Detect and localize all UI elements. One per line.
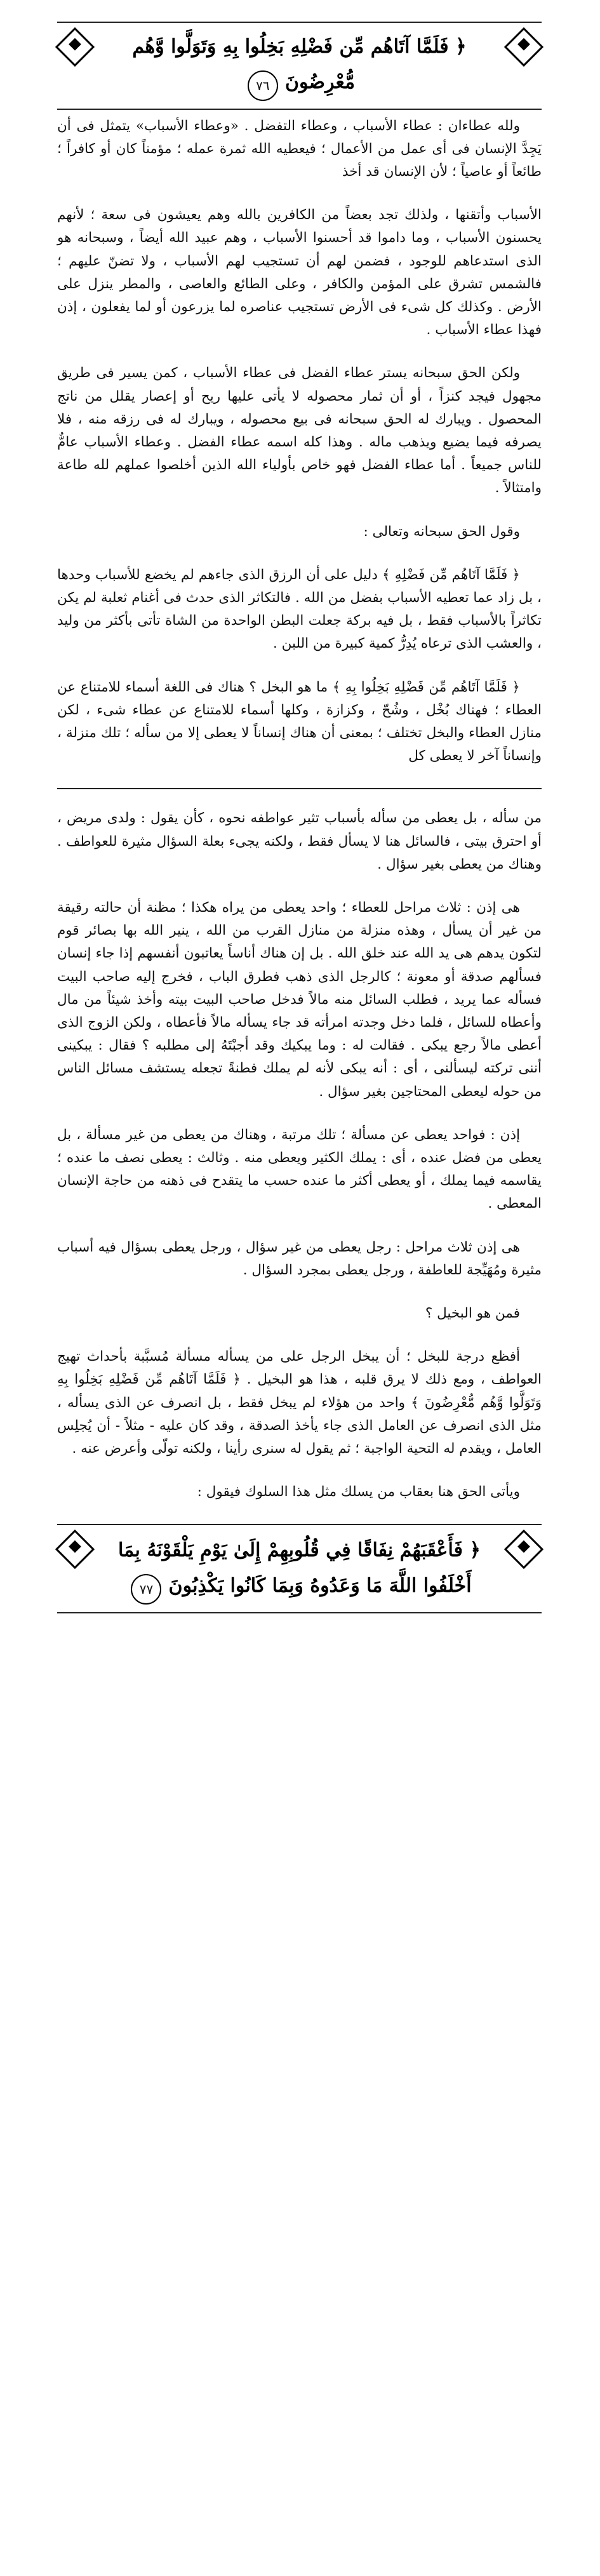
paragraph: ﴿ فَلَمَّا آتَاهُم مِّن فَضْلِهِ ﴾ دليل على أن الرزق الذى جاءهم لم يخضع للأسباب وحدها ، بل زاد عما تعطيه الأسباب بفضل من الله . فالتكاثر الذى حدث فى أغنام ثعلبة لم يكن تكاثراً بالأسباب فقط ، بل فيه بركة جعلت البطن الواحدة من الشاة تأتى بأكثر من وليد ، والعشب الذى ترعاه يُدِرُّ كمية كبيرة من اللبن . bbox=[57, 566, 542, 652]
paragraph: من سأله ، بل يعطى من سأله بأسباب تثير عواطفه نحوه ، كأن يقول : ولدى مريض ، أو احترق بيتى ، فالسائل هنا لا يسأل فقط ، ولكنه يجىء بعلة السؤال مثيرة للعواطف . وهناك من يعطى بغير سؤال . bbox=[57, 810, 542, 872]
ornament-icon bbox=[504, 27, 543, 67]
ayah-number-badge: ٧٦ bbox=[248, 70, 278, 101]
ornament-icon bbox=[55, 27, 95, 67]
paragraph: هى إذن ثلاث مراحل : رجل يعطى من غير سؤال ، ورجل يعطى بسؤال فيه أسباب مثيرة ومُهَيِّجة للعاطفة ، ورجل يعطى بمجرد السؤال . bbox=[57, 1239, 542, 1278]
paragraph: إذن : فواحد يعطى عن مسألة ؛ تلك مرتبة ، وهناك من يعطى من غير مسألة ، بل يعطى من فضل عنده ، أى : يملك الكثير ويعطى منه . وثالث : يعطى نصف ما عنده ؛ يقاسمه فيما يملك ، أو يعطى أكثر ما عنده حسب ما يتقدح فى ذهنه من حاجة الإنسان المعطى . bbox=[57, 1126, 542, 1212]
footer-verse-banner bbox=[57, 1524, 542, 1613]
ornament-icon bbox=[504, 1530, 543, 1569]
paragraph: ولله عطاءان : عطاء الأسباب ، وعطاء التفضل . «وعطاء الأسباب» يتمثل فى أن يَجِدَّ الإنسان فى أى عمل من الأعمال ؛ فيعطيه الله ثمرة عمله ؛ مؤمناً كان أو كافراً ؛ طائعاً أو عاصياً ؛ لأن الإنسان قد أخذ bbox=[57, 117, 542, 180]
footer-verse-text: ﴿ فَأَعْقَبَهُمْ نِفَاقًا فِي قُلُوبِهِمْ إِلَىٰ يَوْمِ يَلْقَوْنَهُ بِمَا أَخْلَفُوا اللَّهَ مَا وَعَدُوهُ وَبِمَا كَانُوا يَكْذِبُونَ bbox=[117, 1539, 481, 1598]
ornament-icon bbox=[55, 1530, 95, 1569]
header-verse-banner bbox=[57, 22, 542, 110]
paragraph: ولكن الحق سبحانه يستر عطاء الفضل فى عطاء الأسباب ، كمن يسير فى طريق مجهول فيجد كنزاً ، أو أن ثمار محصوله لا يأتى عليها ريح أو إعصار يقلل من ناتج المحصول . ويبارك له الحق سبحانه فى بيع محصوله ، ويبارك له فى رزقه منه ، فلا يصرفه فيما يضيع ويذهب ماله . وهذا كله اسمه عطاء الفضل . وعطاء الأسباب عامٌّ للناس جميعاً . أما عطاء الفضل فهو خاص بأولياء الله الذين أخلصوا عملهم لله طاعة وامتثالاً . bbox=[57, 365, 542, 497]
paragraph: ويأتى الحق هنا بعقاب من يسلك مثل هذا السلوك فيقول : bbox=[197, 1484, 520, 1500]
paragraph: ﴿ فَلَمَّا آتَاهُم مِّن فَضْلِهِ بَخِلُوا بِهِ ﴾ ما هو البخل ؟ هناك فى اللغة أسماء للامتناع عن العطاء ؛ فهناك بُخْل ، وشُحّ ، وكزازة ، وكلها أسماء للامتناع عن عطاء شىء ، لكن منازل العطاء والبخل تختلف ؛ بمعنى أن هناك إنساناً لا يعطى إلا من سأله ؛ تلك منزلة ، وإنساناً آخر لا يعطى كل bbox=[57, 679, 542, 764]
paragraph: وقول الحق سبحانه وتعالى : bbox=[363, 523, 520, 540]
paragraph: الأسباب وأتقنها ، ولذلك تجد بعضاً من الكافرين بالله وهم يعيشون فى سعة ؛ لأنهم يحسنون الأسباب ، وما داموا قد أحسنوا الأسباب ، وهم عبيد الله أيضاً ، وسبحانه هو الذى استدعاهم للوجود ، فضمن لهم أن تستجيب لهم الأسباب ، ولا تضنّ عليهم ؛ فالشمس تشرق على المؤمن والكافر ، وعلى الطائع والعاصى ، والمطر ينزل على الأرض . وكذلك كل شىء فى الأرض تستجيب عناصره لما يزرعون أو لما يفعلون ، إذن فهذا عطاء الأسباب . bbox=[57, 207, 542, 338]
section-divider bbox=[57, 788, 542, 789]
ayah-number-badge: ٧٧ bbox=[131, 1574, 161, 1605]
paragraph: أفظع درجة للبخل ؛ أن يبخل الرجل على من يسأله مسألة مُسبَّبة بأحداث تهيج العواطف ، ومع ذلك لا يرق قلبه ، هذا هو البخيل . ﴿ فَلَمَّا آتَاهُم مِّن فَضْلِهِ بَخِلُوا بِهِ وَتَوَلَّوا وَّهُم مُّعْرِضُونَ ﴾ واحد من هؤلاء لم يبخل فقط ، بل انصرف عن الذى يسأله ، مثل الذى انصرف عن العامل الذى جاء يأخذ الصدقة ، وقد كان عليه - مثلاً - أن يُجلِس العامل ، ويقدم له التحية الواجبة ؛ ثم يقول له سنرى رأينا ، ولكنه تولّى وأعرض عنه . bbox=[57, 1349, 542, 1457]
paragraph: فمن هو البخيل ؟ bbox=[425, 1305, 520, 1322]
header-verse-text: ﴿ فَلَمَّا آتَاهُم مِّن فَضْلِهِ بَخِلُوا بِهِ وَتَوَلَّوا وَّهُم مُّعْرِضُونَ bbox=[132, 36, 467, 93]
paragraph: هى إذن : ثلاث مراحل للعطاء ؛ واحد يعطى من يراه هكذا ؛ مظنة أن حالته رقيقة من غير أن يسأل ، وهذه منزلة من منازل القرب من الله ، ينير الله بها بصائر قوم لتكون يدهم هى يد الله عند خلق الله . بل إن هناك أناساً يعاتبون أنفسهم إذا جاء إنسان فسألهم صدقة أو معونة ؛ كالرجل الذى ذهب فطرق الباب ، فخرج إليه صاحب البيت فسأله عما يريد ، فطلب السائل منه مالاً فدخل صاحب البيت بيته وأخذ شيئاً من مال وأعطاه للسائل ، فلما دخل وجدته امرأته قد جاء يسأله مالاً فأعطاه ، ولكن الزوج الذى أعطى مالاً رجع يبكى . فقالت له : وما يبكيك وقد أجبْتَهُ إلى مطلبه ؟ فقال : يبكينى أننى تركته ليسألنى ، أى : أنه يبكى لأنه لم يملك فطنةً تجعله يستشف مسائل الناس من حوله ليعطى المحتاجين بغير سؤال . bbox=[57, 899, 542, 1100]
